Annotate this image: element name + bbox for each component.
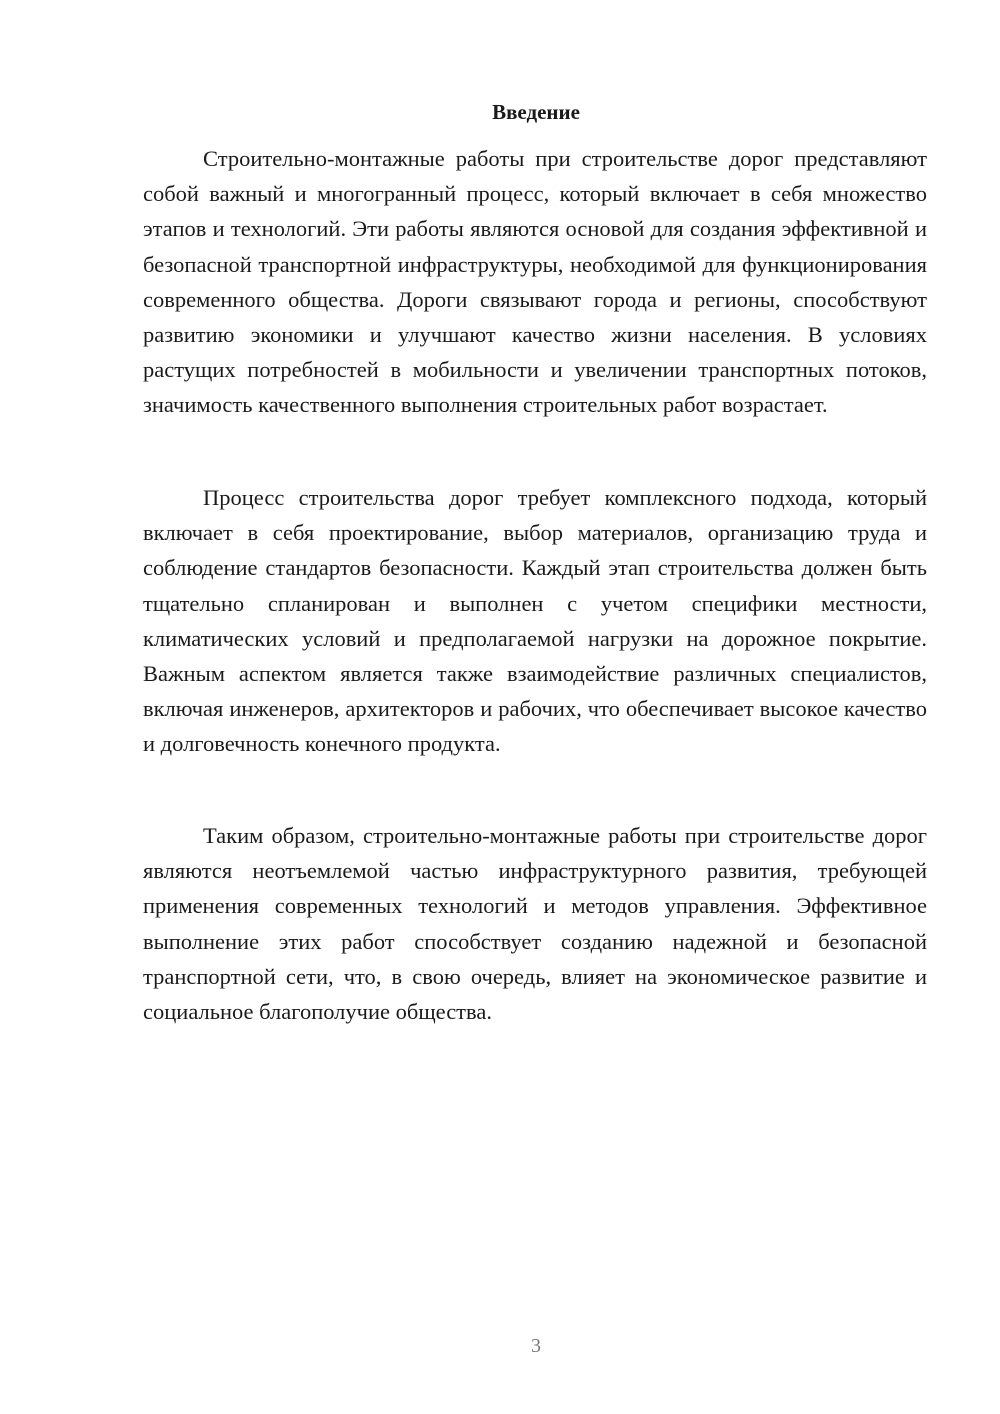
paragraph-3: Таким образом, строительно-монтажные работы при строительстве дорог являются неотъемлемой частью инфраструктурного развития, требующей применения современных технологий и методов управления. Эффективное выполнение этих работ способствует созданию надежной и безопасной транспортной сети, что, в свою очередь, влияет на экономическое развитие и социальное благополучие общества. (143, 823, 927, 1025)
section-heading: Введение (492, 100, 580, 124)
paragraph-2: Процесс строительства дорог требует комплексного подхода, который включает в себя проектирование, выбор материалов, организацию труда и соблюдение стандартов безопасности. Каждый этап строительства должен быть тщательно спланирован и выполнен с учетом специфики местности, климатических условий и предполагаемой нагрузки на дорожное покрытие. Важным аспектом является также взаимодействие различных специалистов, включая инженеров, архитекторов и рабочих, что обеспечивает высокое качество и долговечность конечного продукта. (143, 485, 927, 757)
page-number: 3 (531, 1335, 541, 1357)
paragraph-1: Строительно-монтажные работы при строительстве дорог представляют собой важный и многогранный процесс, который включает в себя множество этапов и технологий. Эти работы являются основой для создания эффективной и безопасной транспортной инфраструктуры, необходимой для функционирования современного общества. Дороги связывают города и регионы, способствуют развитию экономики и улучшают качество жизни населения. В условиях растущих потребностей в мобильности и увеличении транспортных потоков, значимость качественного выполнения строительных работ возрастает. (143, 146, 927, 418)
